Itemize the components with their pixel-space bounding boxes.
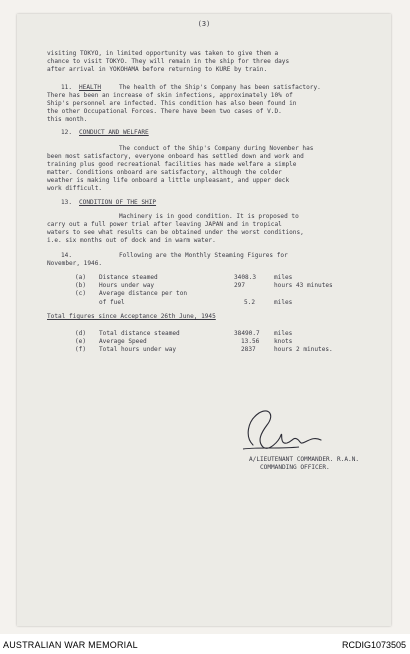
row-b-key: (b) — [75, 282, 87, 289]
row-c-value: 5.2 — [244, 299, 256, 306]
row-d-label: Total distance steamed — [99, 330, 180, 337]
row-b-value: 297 — [234, 282, 246, 289]
row-a-unit: miles — [274, 274, 293, 281]
row-f-label: Total hours under way — [99, 346, 177, 353]
conduct-line-6: work difficult. — [47, 185, 103, 192]
health-line-1: The health of the Ship's Company has been satisfactory. — [119, 84, 321, 91]
row-c-label: Average distance per ton — [99, 290, 188, 297]
row-c-key: (c) — [75, 290, 87, 297]
page-number: (3) — [197, 20, 211, 28]
row-a-label: Distance steamed — [99, 274, 158, 281]
handwritten-signature — [239, 407, 329, 457]
row-b-unit: hours 43 minutes — [274, 282, 333, 289]
conduct-heading: CONDUCT AND WELFARE — [79, 129, 149, 136]
conduct-line-4: matter. Conditions onboard are satisfactory, although the colder — [47, 169, 282, 176]
conduct-line-2: been most satisfactory, everyone onboard has settled down and work and — [47, 153, 304, 160]
row-d-key: (d) — [75, 330, 87, 337]
row-e-key: (e) — [75, 338, 87, 345]
row-b-label: Hours under way — [99, 282, 155, 289]
conduct-line-3: training plus good recreational facilities has made welfare a simple — [47, 161, 297, 168]
steaming-intro-1: Following are the Monthly Steaming Figures for — [119, 252, 288, 259]
archive-record-id: RCDIG1073505 — [341, 640, 406, 650]
signature-rank-line: A/LIEUTENANT COMMANDER. R.A.N. — [249, 456, 360, 463]
row-f-unit: hours 2 minutes. — [274, 346, 333, 353]
row-d-value: 38490.7 — [234, 330, 260, 337]
row-e-unit: knots — [274, 338, 293, 345]
row-f-value: 2837 — [241, 346, 256, 353]
conduct-line-5: weather is making life onboard a little unpleasant, and upper deck — [47, 177, 290, 184]
health-line-4: the other Occupational Forces. There have been two cases of V.D. — [47, 108, 282, 115]
row-e-label: Average Speed — [99, 338, 147, 345]
totals-heading: Total figures since Acceptance 26th June, 1945 — [47, 313, 216, 320]
archive-name: AUSTRALIAN WAR MEMORIAL — [3, 640, 138, 650]
health-heading: HEALTH — [79, 84, 102, 91]
row-f-key: (f) — [75, 346, 87, 353]
row-e-value: 13.56 — [241, 338, 260, 345]
condition-section-number: 13. — [61, 199, 73, 206]
continued-line-1: visiting TOKYO, in limited opportunity was taken to give them a — [47, 50, 279, 57]
condition-line-2: carry out a full power trial after leaving JAPAN and in tropical — [47, 221, 282, 228]
conduct-line-1: The conduct of the Ship's Company during November has — [119, 145, 314, 152]
continued-line-2: chance to visit TOKYO. They will remain in the ship for three days — [47, 58, 290, 65]
health-line-5: this month. — [47, 116, 88, 123]
condition-line-4: i.e. six months out of dock and in warm water. — [47, 237, 216, 244]
health-line-2: There has been an increase of skin infections, approximately 10% of — [47, 92, 293, 99]
document-page — [17, 14, 391, 626]
condition-line-1: Machinery is in good condition. It is proposed to — [119, 213, 299, 220]
health-section-number: 11. — [61, 84, 73, 91]
typed-report — [17, 14, 391, 626]
row-c-label-cont: of fuel — [99, 299, 125, 306]
steaming-section-number: 14. — [61, 252, 73, 259]
health-line-3: Ship's personnel are infected. This condition has also been found in — [47, 100, 297, 107]
row-a-key: (a) — [75, 274, 87, 281]
conduct-section-number: 12. — [61, 129, 73, 136]
condition-line-3: waters to see what results can be obtained under the worst conditions, — [47, 229, 304, 236]
condition-heading: CONDITION OF THE SHIP — [79, 199, 157, 206]
signature-title-line: COMMANDING OFFICER. — [260, 464, 330, 471]
continued-line-3: after arrival in YOKOHAMA before returning to KURE by train. — [47, 66, 268, 73]
archive-footer — [0, 634, 410, 654]
steaming-intro-2: November, 1946. — [47, 260, 103, 267]
row-d-unit: miles — [274, 330, 293, 337]
row-a-value: 3408.3 — [234, 274, 257, 281]
row-c-unit: miles — [274, 299, 293, 306]
